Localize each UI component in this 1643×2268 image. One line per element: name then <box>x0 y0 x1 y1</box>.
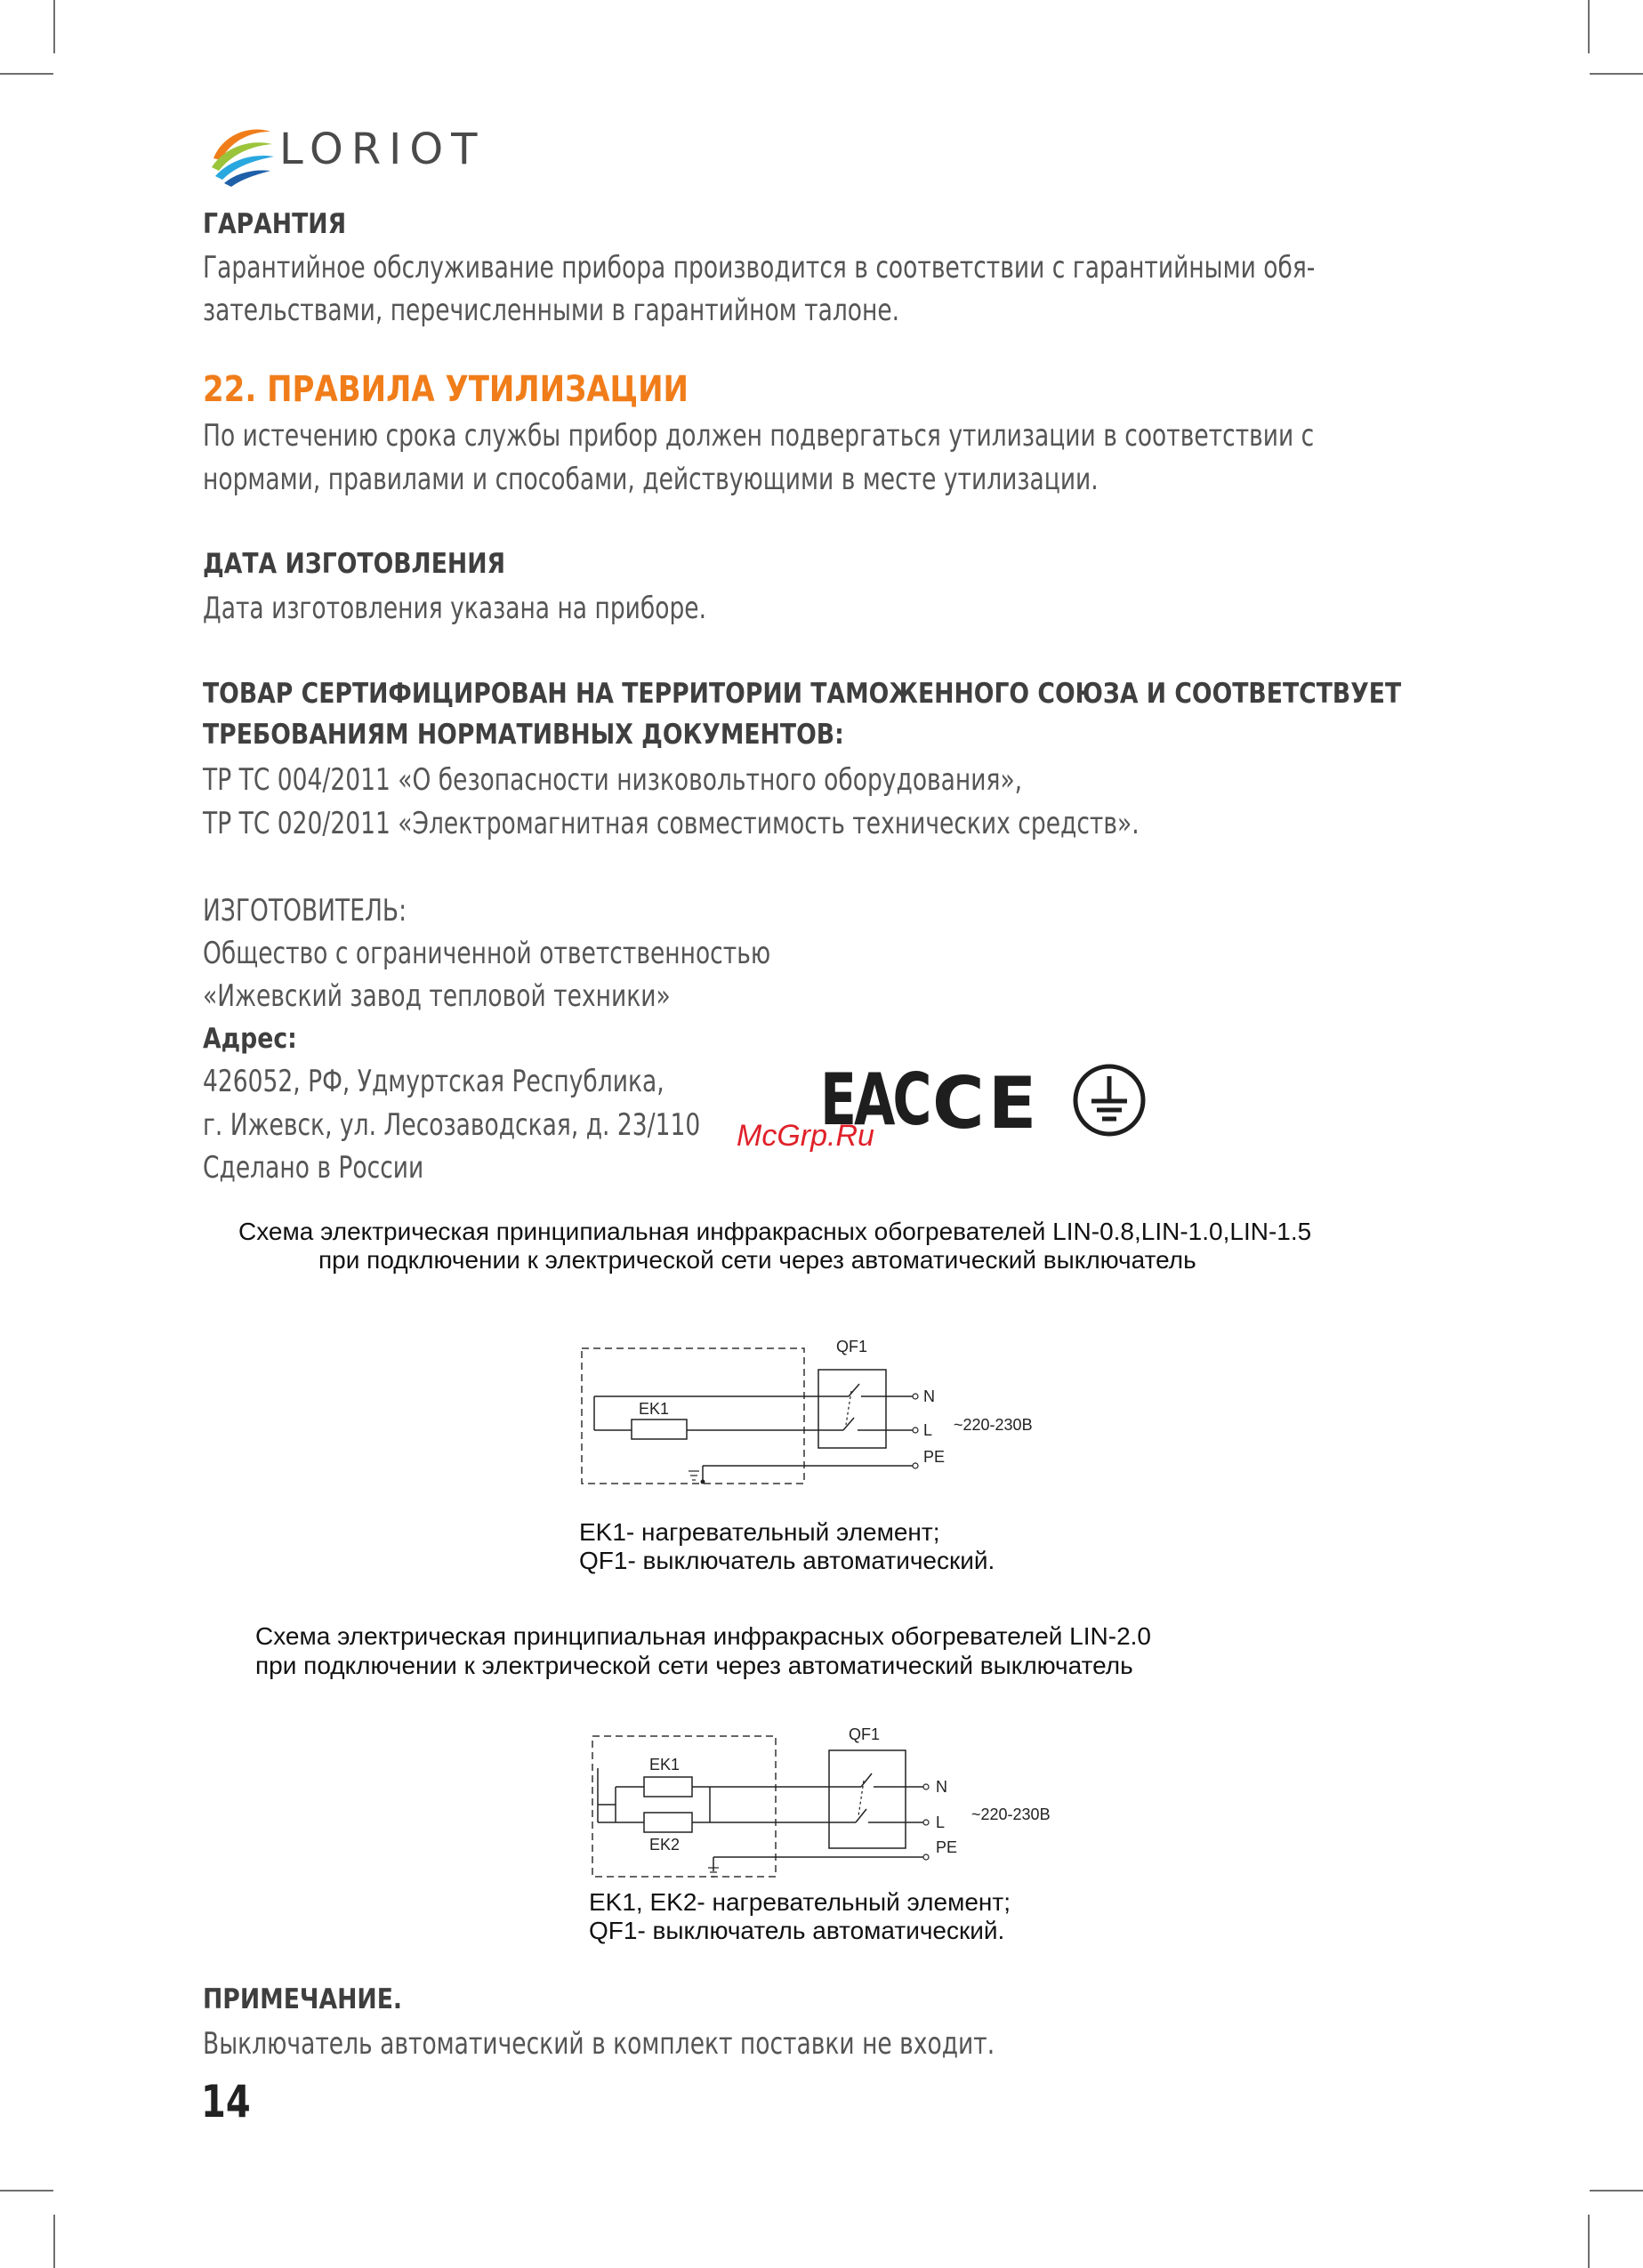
address-line2: г. Ижевск, ул. Лесозаводская, д. 23/110 <box>203 1107 701 1143</box>
scheme2-ek1-label: EK1 <box>649 1756 681 1773</box>
scheme1-title-line2: при подключении к электрической сети через автоматический выключатель <box>318 1246 1196 1274</box>
certification-heading-line2: ТРЕБОВАНИЯМ НОРМАТИВНЫХ ДОКУМЕНТОВ: <box>203 719 844 751</box>
manufacturer-label: ИЗГОТОВИТЕЛЬ: <box>203 893 407 929</box>
warranty-text-line2: зательствами, перечисленными в гарантийном талоне. <box>203 293 900 328</box>
watermark: McGrp.Ru <box>737 1119 874 1153</box>
manufacture-date-text: Дата изготовления указана на приборе. <box>203 591 707 626</box>
note-text: Выключатель автоматический в комплект поставки не входит. <box>203 2026 995 2062</box>
warranty-text-line1: Гарантийное обслуживание прибора производится в соответствии с гарантийными обя- <box>203 250 1316 286</box>
scheme1-legend-line1: EK1- нагревательный элемент; <box>579 1518 940 1546</box>
scheme1-qf-label: QF1 <box>836 1338 868 1355</box>
crop-mark <box>0 73 53 75</box>
scheme2-legend-line2: QF1- выключатель автоматический. <box>589 1917 1005 1944</box>
scheme1-voltage-label: ~220-230В <box>954 1416 1033 1434</box>
scheme2-qf1-breaker <box>829 1750 906 1848</box>
disposal-heading: 22. ПРАВИЛА УТИЛИЗАЦИИ <box>203 369 689 410</box>
manufacturer-company-line1: Общество с ограниченной ответственностью <box>203 936 771 971</box>
scheme1-legend-line2: QF1- выключатель автоматический. <box>579 1547 995 1574</box>
eac-mark: EAC <box>820 1058 930 1141</box>
brand-name: LORIOT <box>279 125 486 174</box>
scheme2-title-line2: при подключении к электрической сети через автоматический выключатель <box>255 1652 1133 1679</box>
scheme2-legend-line1: EK1, EK2- нагревательный элемент; <box>589 1888 1011 1916</box>
scheme2-l-label: L <box>936 1814 946 1831</box>
scheme1-qf1-breaker <box>818 1370 886 1448</box>
scheme1-l-label: L <box>923 1421 933 1439</box>
certification-doc1: ТР ТС 004/2011 «О безопасности низковольтного оборудования», <box>203 762 1023 798</box>
crop-mark <box>1588 2215 1590 2268</box>
manufacture-date-heading: ДАТА ИЗГОТОВЛЕНИЯ <box>203 548 506 580</box>
scheme1-title-line1: Схема электрическая принципиальная инфракрасных обогревателей LIN-0.8,LIN-1.0,LIN-1.5 <box>238 1218 1312 1245</box>
ground-icon <box>1071 1062 1148 1138</box>
scheme2-ek1-resistor <box>644 1777 692 1797</box>
logo-swirl-icon <box>206 117 278 189</box>
warranty-heading: ГАРАНТИЯ <box>203 208 347 240</box>
scheme2-diagram <box>580 1715 1078 1884</box>
disposal-text-line1: По истечению срока службы прибор должен подвергаться утилизации в соответствии с <box>203 418 1315 454</box>
page-number: 14 <box>201 2076 251 2127</box>
address-label: Адрес: <box>203 1023 297 1055</box>
certification-heading-line1: ТОВАР СЕРТИФИЦИРОВАН НА ТЕРРИТОРИИ ТАМОЖЕННОГО СОЮЗА И СООТВЕТСТВУЕТ <box>203 678 1402 710</box>
note-heading: ПРИМЕЧАНИЕ. <box>203 1983 403 2015</box>
scheme1-diagram <box>569 1332 1067 1492</box>
scheme1-ek1-resistor <box>632 1420 687 1439</box>
scheme1-n-label: N <box>923 1387 935 1405</box>
scheme2-voltage-label: ~220-230В <box>971 1806 1051 1823</box>
ce-mark: CE <box>932 1062 1041 1145</box>
made-in: Сделано в России <box>203 1150 424 1186</box>
crop-mark <box>0 2190 53 2192</box>
crop-mark <box>53 0 55 53</box>
crop-mark <box>53 2215 55 2268</box>
crop-mark <box>1590 73 1643 75</box>
crop-mark <box>1590 2190 1643 2192</box>
certification-doc2: ТР ТС 020/2011 «Электромагнитная совместимость технических средств». <box>203 806 1140 841</box>
scheme2-title-line1: Схема электрическая принципиальная инфракрасных обогревателей LIN-2.0 <box>255 1622 1152 1650</box>
scheme2-pe-label: PE <box>936 1838 958 1856</box>
disposal-text-line2: нормами, правилами и способами, действующими в месте утилизации. <box>203 462 1099 497</box>
crop-mark <box>1588 0 1590 53</box>
brand-logo <box>206 117 278 189</box>
scheme1-pe-label: PE <box>923 1448 946 1466</box>
scheme2-ek2-resistor <box>644 1813 692 1832</box>
scheme2-n-label: N <box>936 1778 947 1796</box>
manufacturer-company-line2: «Ижевский завод тепловой техники» <box>203 978 671 1014</box>
scheme2-qf-label: QF1 <box>849 1725 881 1743</box>
scheme1-ek-label: EK1 <box>639 1400 670 1418</box>
scheme2-ek2-label: EK2 <box>649 1836 681 1854</box>
address-line1: 426052, РФ, Удмуртская Республика, <box>203 1064 664 1099</box>
